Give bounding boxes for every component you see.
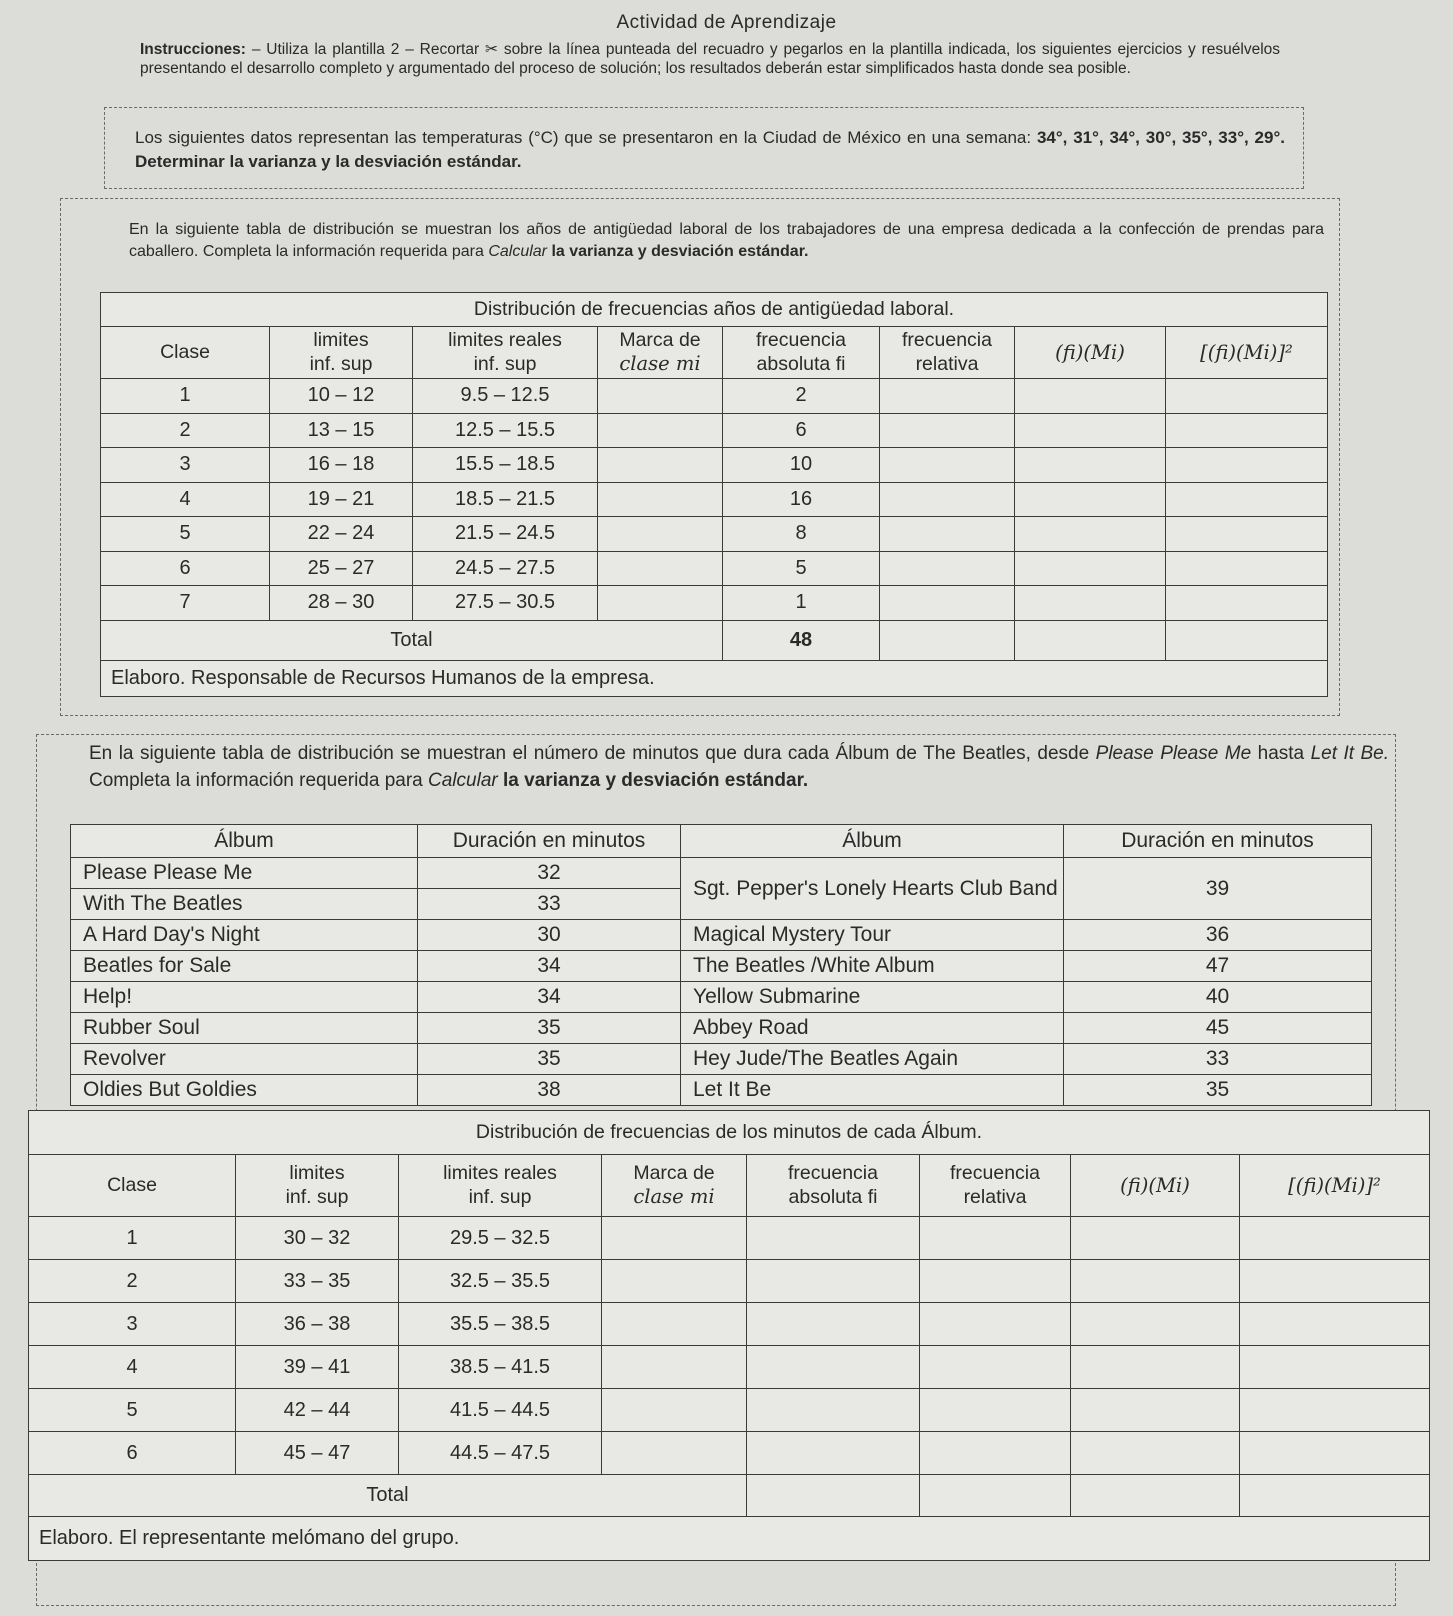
cell-frecuencia-input[interactable] xyxy=(747,1303,920,1346)
cell-fm2-input[interactable] xyxy=(1166,551,1328,586)
cell-fm2-input[interactable] xyxy=(1240,1346,1430,1389)
cell-clase: 1 xyxy=(29,1217,236,1260)
album-minutes: 34 xyxy=(418,951,681,982)
cell-limites: 33 – 35 xyxy=(236,1260,399,1303)
exercise-1-text xyxy=(135,126,1285,174)
cell-fm-input[interactable] xyxy=(1071,1303,1240,1346)
table-row xyxy=(71,951,1372,982)
table-row xyxy=(71,982,1372,1013)
cell-relativa-input[interactable] xyxy=(880,586,1015,621)
cell-fm-input[interactable] xyxy=(1071,1260,1240,1303)
seniority-frequency-table xyxy=(100,292,1328,697)
album-minutes: 35 xyxy=(418,1013,681,1044)
header-album-2: Álbum xyxy=(681,825,1064,858)
table-row xyxy=(101,448,1328,483)
cell-relativa-input[interactable] xyxy=(880,482,1015,517)
cell-clase: 3 xyxy=(101,448,270,483)
cell-limites: 45 – 47 xyxy=(236,1432,399,1475)
table-footer: Elaboro. El representante melómano del grupo. xyxy=(29,1517,1430,1561)
album-minutes: 39 xyxy=(1064,858,1372,920)
cell-relativa-input[interactable] xyxy=(920,1217,1071,1260)
cell-limites: 25 – 27 xyxy=(270,551,413,586)
cell-fm2-input[interactable] xyxy=(1166,413,1328,448)
cell-relativa-input[interactable] xyxy=(880,448,1015,483)
cell-fm-input[interactable] xyxy=(1015,379,1166,414)
ex3-task: la varianza y desviación estándar. xyxy=(503,769,809,791)
table-row xyxy=(71,920,1372,951)
album-name: Let It Be xyxy=(681,1075,1064,1106)
cell-relativa-input[interactable] xyxy=(920,1389,1071,1432)
header-clase: Clase xyxy=(101,327,270,379)
cell-frecuencia-input[interactable] xyxy=(747,1217,920,1260)
cell-clase: 4 xyxy=(101,482,270,517)
album-minutes: 33 xyxy=(418,889,681,920)
album-minutes: 35 xyxy=(1064,1075,1372,1106)
seniority-rows xyxy=(101,379,1328,621)
album-name: Please Please Me xyxy=(71,858,418,889)
header-duracion-2: Duración en minutos xyxy=(1064,825,1372,858)
cell-fm-input[interactable] xyxy=(1015,482,1166,517)
album-name: Beatles for Sale xyxy=(71,951,418,982)
cell-empty[interactable] xyxy=(1240,1475,1430,1517)
table-row xyxy=(29,1260,1430,1303)
cell-empty[interactable] xyxy=(1071,1475,1240,1517)
header-fm: (fi)(Mi) xyxy=(1015,327,1166,379)
cell-frecuencia-input[interactable] xyxy=(747,1346,920,1389)
header-fm2: [(fi)(Mi)]² xyxy=(1240,1155,1430,1217)
cell-frecuencia: 16 xyxy=(723,482,880,517)
ex1-task: Determinar la varianza y la desviación estándar. xyxy=(135,151,522,171)
cell-limites-reales: 44.5 – 47.5 xyxy=(399,1432,602,1475)
cell-fm2-input[interactable] xyxy=(1166,517,1328,552)
album-minutes: 33 xyxy=(1064,1044,1372,1075)
cell-frecuencia: 6 xyxy=(723,413,880,448)
total-label: Total xyxy=(101,620,723,660)
cell-empty[interactable] xyxy=(1015,620,1166,660)
cell-frecuencia: 10 xyxy=(723,448,880,483)
cell-clase: 2 xyxy=(29,1260,236,1303)
cell-fm-input[interactable] xyxy=(1015,517,1166,552)
cell-clase: 4 xyxy=(29,1346,236,1389)
ex3-instruction: Completa la información requerida para xyxy=(89,769,423,791)
cell-limites: 16 – 18 xyxy=(270,448,413,483)
cell-marca-input[interactable] xyxy=(598,413,723,448)
cell-fm2-input[interactable] xyxy=(1166,379,1328,414)
header-marca: Marca de clase mi xyxy=(602,1155,747,1217)
album-name: Magical Mystery Tour xyxy=(681,920,1064,951)
cell-marca-input[interactable] xyxy=(602,1389,747,1432)
cell-relativa-input[interactable] xyxy=(880,379,1015,414)
album-name: Rubber Soul xyxy=(71,1013,418,1044)
cell-frecuencia: 8 xyxy=(723,517,880,552)
album-rows xyxy=(71,920,1372,1106)
header-limites: limites inf. sup xyxy=(270,327,413,379)
cell-limites: 39 – 41 xyxy=(236,1346,399,1389)
cell-limites: 10 – 12 xyxy=(270,379,413,414)
total-label: Total xyxy=(29,1475,747,1517)
album-minutes: 32 xyxy=(418,858,681,889)
ex3-first-album: Please Please Me xyxy=(1095,743,1252,764)
cell-clase: 6 xyxy=(101,551,270,586)
album-duration-table xyxy=(70,824,1372,1106)
cell-relativa-input[interactable] xyxy=(920,1260,1071,1303)
table-row xyxy=(29,1389,1430,1432)
cell-marca-input[interactable] xyxy=(598,586,723,621)
cell-fm-input[interactable] xyxy=(1015,551,1166,586)
instructions-label: Instrucciones: xyxy=(140,41,246,58)
cell-limites: 42 – 44 xyxy=(236,1389,399,1432)
cell-clase: 7 xyxy=(101,586,270,621)
cell-limites-reales: 38.5 – 41.5 xyxy=(399,1346,602,1389)
cell-limites-reales: 24.5 – 27.5 xyxy=(413,551,598,586)
cell-limites-reales: 35.5 – 38.5 xyxy=(399,1303,602,1346)
exercise-2-text xyxy=(129,219,1324,262)
album-name: Oldies But Goldies xyxy=(71,1075,418,1106)
cell-fm2-input[interactable] xyxy=(1166,482,1328,517)
cell-limites: 30 – 32 xyxy=(236,1217,399,1260)
cell-clase: 1 xyxy=(101,379,270,414)
ex2-statement: En la siguiente tabla de distribución se muestran los años de antigüedad laboral de los trabajadores de una empresa dedicada a la confección de prendas para caballero. Completa la información requerida para xyxy=(129,221,1324,260)
album-frequency-table xyxy=(28,1110,1430,1561)
album-name: Help! xyxy=(71,982,418,1013)
album-name: The Beatles /White Album xyxy=(681,951,1064,982)
ex1-values: 34°, 31°, 34°, 30°, 35°, 33°, 29°. xyxy=(1036,128,1285,147)
ex3-calc: Calcular xyxy=(428,769,498,791)
exercise-3-text xyxy=(89,741,1389,794)
table-row xyxy=(71,1044,1372,1075)
table-title: Distribución de frecuencias años de antigüedad laboral. xyxy=(101,293,1328,327)
table-row xyxy=(29,1303,1430,1346)
cell-marca-input[interactable] xyxy=(598,482,723,517)
cell-empty[interactable] xyxy=(747,1475,920,1517)
cell-frecuencia: 2 xyxy=(723,379,880,414)
cell-limites: 13 – 15 xyxy=(270,413,413,448)
table-row xyxy=(101,586,1328,621)
cell-marca-input[interactable] xyxy=(602,1432,747,1475)
table-row xyxy=(101,517,1328,552)
table-row xyxy=(29,1217,1430,1260)
album-name: Hey Jude/The Beatles Again xyxy=(681,1044,1064,1075)
cell-limites-reales: 29.5 – 32.5 xyxy=(399,1217,602,1260)
table-row xyxy=(29,1432,1430,1475)
instructions-text: – Utiliza la plantilla 2 – Recortar ✂ sobre la línea punteada del recuadro y pegarlos en la plantilla indicada, los siguientes ejercicios y resuélvelos presentando el desarrollo completo y argumentado del proceso de solución; los resultados deberán estar simplificados hasta donde sea posible. xyxy=(140,41,1281,78)
cell-fm2-input[interactable] xyxy=(1240,1303,1430,1346)
album-minutes: 40 xyxy=(1064,982,1372,1013)
cell-marca-input[interactable] xyxy=(602,1217,747,1260)
cell-fm2-input[interactable] xyxy=(1240,1389,1430,1432)
album-name: Sgt. Pepper's Lonely Hearts Club Band xyxy=(681,858,1064,920)
cell-clase: 2 xyxy=(101,413,270,448)
instructions xyxy=(140,40,1280,79)
table-row xyxy=(101,379,1328,414)
cell-limites-reales: 27.5 – 30.5 xyxy=(413,586,598,621)
cell-limites-reales: 12.5 – 15.5 xyxy=(413,413,598,448)
album-name: Yellow Submarine xyxy=(681,982,1064,1013)
header-fm2: [(fi)(Mi)]² xyxy=(1166,327,1328,379)
cell-relativa-input[interactable] xyxy=(920,1303,1071,1346)
table-row xyxy=(71,1013,1372,1044)
album-minutes: 36 xyxy=(1064,920,1372,951)
cell-relativa-input[interactable] xyxy=(880,517,1015,552)
cell-fm-input[interactable] xyxy=(1071,1346,1240,1389)
cell-limites: 36 – 38 xyxy=(236,1303,399,1346)
header-fm: (fi)(Mi) xyxy=(1071,1155,1240,1217)
album-minutes: 45 xyxy=(1064,1013,1372,1044)
cell-fm2-input[interactable] xyxy=(1166,448,1328,483)
album-name: A Hard Day's Night xyxy=(71,920,418,951)
header-limites-reales: limites reales inf. sup xyxy=(399,1155,602,1217)
table-title: Distribución de frecuencias de los minutos de cada Álbum. xyxy=(29,1111,1430,1155)
cell-empty[interactable] xyxy=(880,620,1015,660)
cell-limites-reales: 41.5 – 44.5 xyxy=(399,1389,602,1432)
cell-clase: 5 xyxy=(101,517,270,552)
album-frequency-rows xyxy=(29,1217,1430,1475)
cell-frecuencia-input[interactable] xyxy=(747,1260,920,1303)
ex3-hasta: hasta xyxy=(1257,743,1305,764)
table-row xyxy=(101,413,1328,448)
album-minutes: 47 xyxy=(1064,951,1372,982)
ex1-statement: Los siguientes datos representan las temperaturas (°C) que se presentaron en la Ciudad de México en una semana: xyxy=(135,128,1032,147)
table-row xyxy=(29,1346,1430,1389)
cell-fm-input[interactable] xyxy=(1015,586,1166,621)
cell-fm-input[interactable] xyxy=(1071,1217,1240,1260)
header-frecuencia-absoluta: frecuencia absoluta fi xyxy=(723,327,880,379)
cell-frecuencia: 1 xyxy=(723,586,880,621)
header-frecuencia-relativa: frecuencia relativa xyxy=(920,1155,1071,1217)
cell-limites: 28 – 30 xyxy=(270,586,413,621)
header-limites: limites inf. sup xyxy=(236,1155,399,1217)
cell-frecuencia: 5 xyxy=(723,551,880,586)
album-minutes: 34 xyxy=(418,982,681,1013)
cell-clase: 6 xyxy=(29,1432,236,1475)
table-footer: Elaboro. Responsable de Recursos Humanos de la empresa. xyxy=(101,660,1328,696)
header-album: Álbum xyxy=(71,825,418,858)
cell-marca-input[interactable] xyxy=(598,448,723,483)
ex3-last-album: Let It Be. xyxy=(1310,743,1390,764)
header-limites-reales: limites reales inf. sup xyxy=(413,327,598,379)
header-duracion: Duración en minutos xyxy=(418,825,681,858)
cell-fm-input[interactable] xyxy=(1071,1389,1240,1432)
cell-empty[interactable] xyxy=(1166,620,1328,660)
cell-fm-input[interactable] xyxy=(1071,1432,1240,1475)
cell-relativa-input[interactable] xyxy=(920,1346,1071,1389)
cell-limites: 19 – 21 xyxy=(270,482,413,517)
cell-marca-input[interactable] xyxy=(602,1303,747,1346)
album-name: Abbey Road xyxy=(681,1013,1064,1044)
exercise-1-cutout xyxy=(104,107,1304,189)
page-title: Actividad de Aprendizaje xyxy=(616,12,837,33)
cell-marca-input[interactable] xyxy=(598,517,723,552)
header-marca: Marca de clase mi xyxy=(598,327,723,379)
cell-marca-input[interactable] xyxy=(602,1346,747,1389)
cell-frecuencia-input[interactable] xyxy=(747,1389,920,1432)
cell-fm2-input[interactable] xyxy=(1240,1217,1430,1260)
table-row xyxy=(101,551,1328,586)
ex3-statement: En la siguiente tabla de distribución se muestran el número de minutos que dura cada Álbum de The Beatles, desde xyxy=(89,743,1090,764)
cell-limites: 22 – 24 xyxy=(270,517,413,552)
cell-relativa-input[interactable] xyxy=(880,413,1015,448)
cell-limites-reales: 18.5 – 21.5 xyxy=(413,482,598,517)
cell-limites-reales: 21.5 – 24.5 xyxy=(413,517,598,552)
cell-marca-input[interactable] xyxy=(602,1260,747,1303)
cell-limites-reales: 15.5 – 18.5 xyxy=(413,448,598,483)
album-name: Revolver xyxy=(71,1044,418,1075)
album-minutes: 38 xyxy=(418,1075,681,1106)
total-value: 48 xyxy=(723,620,880,660)
cell-clase: 3 xyxy=(29,1303,236,1346)
cell-fm2-input[interactable] xyxy=(1240,1260,1430,1303)
header-frecuencia-relativa: frecuencia relativa xyxy=(880,327,1015,379)
cell-marca-input[interactable] xyxy=(598,379,723,414)
cell-frecuencia-input[interactable] xyxy=(747,1432,920,1475)
album-minutes: 35 xyxy=(418,1044,681,1075)
ex2-calc: Calcular xyxy=(488,242,547,260)
ex2-task: la varianza y desviación estándar. xyxy=(551,242,809,260)
album-name: With The Beatles xyxy=(71,889,418,920)
table-row xyxy=(101,482,1328,517)
cell-limites-reales: 32.5 – 35.5 xyxy=(399,1260,602,1303)
cell-fm-input[interactable] xyxy=(1015,448,1166,483)
cell-relativa-input[interactable] xyxy=(920,1432,1071,1475)
cell-fm-input[interactable] xyxy=(1015,413,1166,448)
cell-clase: 5 xyxy=(29,1389,236,1432)
cell-marca-input[interactable] xyxy=(598,551,723,586)
cell-relativa-input[interactable] xyxy=(880,551,1015,586)
table-row xyxy=(71,1075,1372,1106)
cell-fm2-input[interactable] xyxy=(1166,586,1328,621)
header-frecuencia-absoluta: frecuencia absoluta fi xyxy=(747,1155,920,1217)
cell-fm2-input[interactable] xyxy=(1240,1432,1430,1475)
cell-empty[interactable] xyxy=(920,1475,1071,1517)
album-minutes: 30 xyxy=(418,920,681,951)
cell-limites-reales: 9.5 – 12.5 xyxy=(413,379,598,414)
header-clase: Clase xyxy=(29,1155,236,1217)
